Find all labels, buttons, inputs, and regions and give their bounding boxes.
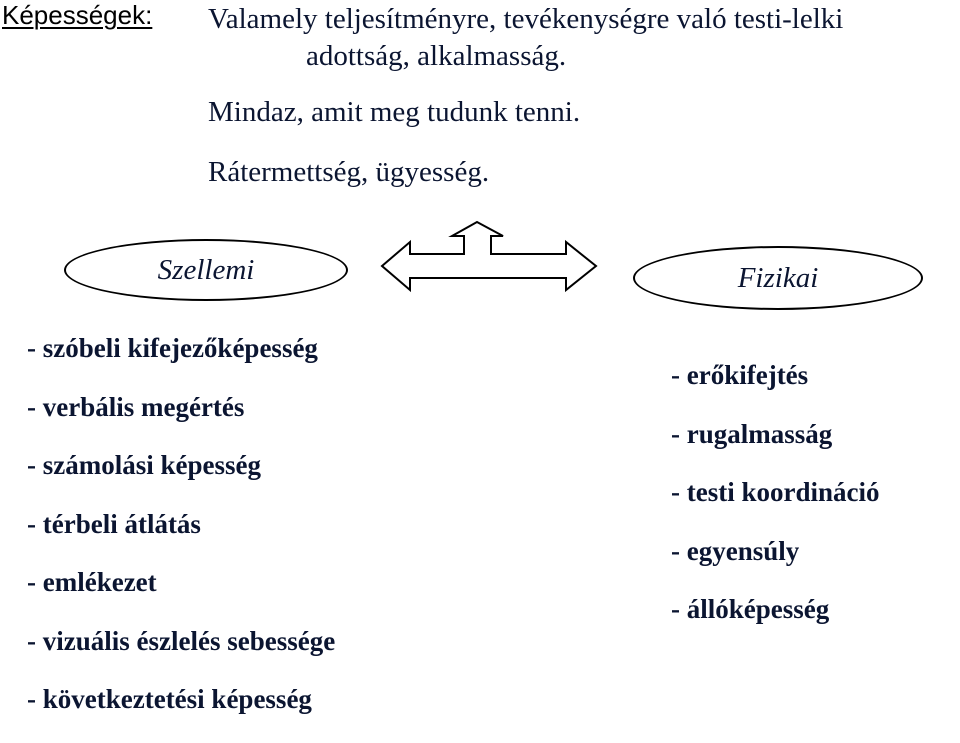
definition-line-2: Mindaz, amit meg tudunk tenni. bbox=[208, 96, 581, 128]
list-item: - vizuális észlelés sebessége bbox=[27, 625, 336, 656]
mental-category-oval bbox=[64, 239, 348, 301]
mental-abilities-list bbox=[27, 333, 335, 743]
list-item: - következtetési képesség bbox=[27, 684, 312, 714]
physical-category-title: Fizikai bbox=[737, 261, 819, 294]
list-item: - rugalmasság bbox=[671, 418, 833, 449]
physical-category-oval bbox=[633, 246, 923, 310]
list-item: - egyensúly bbox=[671, 535, 800, 566]
list-item: - verbális megértés bbox=[27, 391, 245, 422]
list-item: - számolási képesség bbox=[27, 450, 261, 480]
page-title: Képességek: bbox=[2, 0, 153, 30]
definition-line-1-continued: adottság, alkalmasság. bbox=[306, 40, 567, 72]
list-item: - szóbeli kifejezőképesség bbox=[27, 333, 318, 363]
three-way-arrow-icon bbox=[380, 220, 600, 292]
list-item: - állóképesség bbox=[671, 594, 830, 624]
definition-line-3: Rátermettség, ügyesség. bbox=[208, 156, 490, 188]
list-item: - erőkifejtés bbox=[671, 360, 809, 390]
list-item: - testi koordináció bbox=[671, 477, 880, 507]
physical-abilities-list bbox=[671, 360, 880, 653]
list-item: - térbeli átlátás bbox=[27, 508, 201, 539]
definition-line-1: Valamely teljesítményre, tevékenységre való testi-lelki bbox=[208, 3, 844, 35]
mental-category-title: Szellemi bbox=[157, 253, 255, 286]
list-item: - emlékezet bbox=[27, 567, 157, 597]
